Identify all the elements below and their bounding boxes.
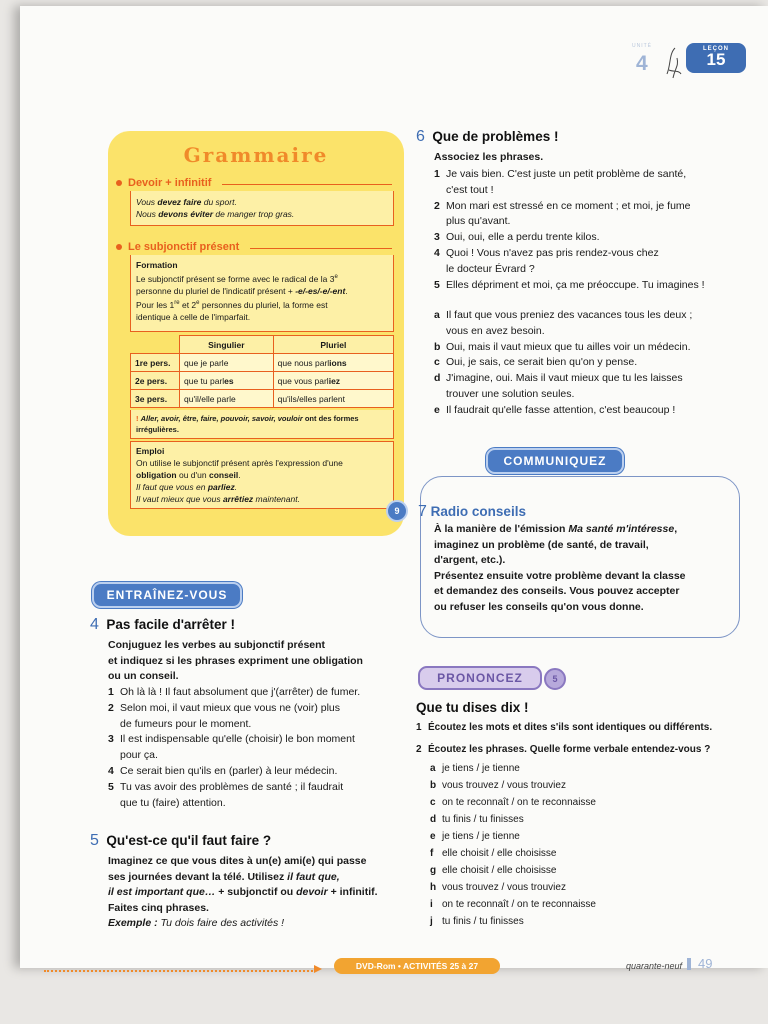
list-item: g elle choisit / elle choisisse [430, 865, 557, 876]
list-item: e Il faudrait qu'elle fasse attention, c'est beaucoup ! [434, 403, 676, 416]
emploi-title: Emploi [136, 446, 165, 456]
list-item: d J'imagine, oui. Mais il vaut mieux que tu les laisses trouver une solution seules. [434, 372, 683, 400]
formation-line-2: personne du pluriel de l'indicatif présent + -e/-es/-e/-ent. [136, 285, 348, 296]
communiquez-label: COMMUNIQUEZ [486, 448, 624, 474]
grammar-box [108, 131, 404, 536]
lecon-number: 15 [706, 50, 726, 69]
list-item: 2 Mon mari est stressé en ce moment ; et moi, je fume plus qu'avant. [434, 199, 691, 228]
lecon-tab [686, 43, 746, 73]
page-number-word: quarante-neuf [626, 961, 683, 971]
list-item: i on te reconnaît / on te reconnaisse [430, 899, 596, 910]
header-pluriel: Pluriel [273, 336, 393, 354]
list-item: b vous trouvez / vous trouviez [430, 780, 566, 791]
exercise-5-title: 5 Qu'est-ce qu'il faut faire ? [90, 832, 272, 849]
prononcez-list [430, 760, 730, 930]
lecon-label: LEÇON [703, 46, 729, 52]
cd-track-9-icon: 9 [386, 500, 408, 522]
devoir-examples [130, 191, 394, 226]
list-item: 4 Quoi ! Vous n'avez pas pris rendez-vous chez le docteur Évrard ? [434, 246, 659, 275]
page-number: 49 [698, 956, 713, 971]
exercise-6-title: 6 Que de problèmes ! [416, 128, 559, 145]
handwriting-scribble-icon [663, 44, 685, 82]
divider [222, 184, 392, 185]
exercise-6-list [434, 167, 734, 293]
cd-track-5-icon: 5 [544, 668, 566, 690]
prononcez-label: PRONONCEZ [418, 666, 542, 690]
subjonctif-heading: Le subjonctif présent [116, 241, 239, 253]
emploi-box [130, 441, 394, 509]
list-item: a je tiens / je tienne [430, 763, 520, 774]
list-item: 5 Tu vas avoir des problèmes de santé ; il faudrait que tu (faire) attention. [108, 780, 344, 809]
formation-box [130, 255, 394, 332]
textbook-page [20, 6, 768, 971]
exercise-6-answers [434, 308, 734, 419]
exercise-4-instruction: Conjuguez les verbes au subjonctif présent et indiquez si les phrases expriment une obligation ou un conseil. [108, 639, 363, 683]
arrow-right-icon [314, 965, 322, 973]
bullet-icon [116, 180, 122, 186]
warning-icon: ! [136, 414, 139, 423]
prononcez-title: Que tu dises dix ! [416, 700, 529, 715]
list-item: a Il faut que vous preniez des vacances tous les deux ; vous en avez besoin. [434, 309, 693, 337]
unite-number: 4 [636, 52, 648, 75]
emploi-example-1: Il faut que vous en parliez. [136, 482, 238, 492]
list-item: j tu finis / tu finisses [430, 916, 524, 927]
exercise-4-title: 4 Pas facile d'arrêter ! [90, 616, 235, 633]
list-item: b Oui, mais il vaut mieux que tu ailles voir un médecin. [434, 340, 691, 353]
grammar-title: Grammaire [183, 143, 329, 167]
list-item: d tu finis / tu finisses [430, 814, 524, 825]
exercise-4-list [108, 685, 408, 811]
exercise-7-title: 7 Radio conseils [418, 503, 526, 520]
entrainez-vous-label: ENTRAÎNEZ-VOUS [92, 582, 242, 608]
list-item: 3 Oui, oui, elle a perdu trente kilos. [434, 231, 600, 244]
irregular-note: ! Aller, avoir, être, faire, pouvoir, savoir, vouloir ont des formes irrégulières. [130, 410, 394, 439]
list-item: 5 Elles dépriment et moi, ça me préoccupe. Tu imagines ! [434, 278, 705, 291]
devoir-heading: Devoir + infinitif [116, 177, 211, 189]
list-item: 3 Il est indispensable qu'elle (choisir) le bon moment pour ça. [108, 733, 355, 762]
list-item: c on te reconnaît / on te reconnaisse [430, 797, 596, 808]
list-item: c Oui, je sais, ce serait bien qu'on y pense. [434, 356, 638, 369]
list-item: f elle choisit / elle choisisse [430, 848, 557, 859]
list-item: 1 Oh là là ! Il faut absolument que j'(arrêter) de fumer. [108, 686, 361, 698]
footer-dotted-line [44, 970, 316, 972]
bullet-icon [116, 244, 122, 250]
list-item: 2 Selon moi, il vaut mieux que vous ne (voir) plus de fumeurs pour le moment. [108, 701, 341, 730]
list-item: 4 Ce serait bien qu'ils en (parler) à leur médecin. [108, 764, 338, 777]
emploi-line-1: On utilise le subjonctif présent après l'expression d'une [136, 458, 343, 468]
formation-title: Formation [136, 260, 178, 270]
page-marker [687, 958, 691, 970]
list-item: 1 Je vais bien. C'est juste un petit problème de santé, c'est tout ! [434, 168, 687, 196]
formation-line-4: identique à celle de l'imparfait. [136, 311, 251, 322]
devoir-example-1: Vous devez faire du sport. [136, 197, 237, 207]
dvd-rom-reference: DVD-Rom • ACTIVITÉS 25 à 27 [334, 958, 500, 974]
list-item: e je tiens / je tienne [430, 831, 520, 842]
exercise-6-instruction: Associez les phrases. [434, 151, 544, 163]
table-row: 1re pers. que je parle que nous parlions [131, 354, 394, 372]
formation-line-3: Pour les 1re et 2e personnes du pluriel, la forme est [136, 299, 328, 310]
table-row: 3e pers. qu'il/elle parle qu'ils/elles parlent [131, 390, 394, 408]
formation-line-1: Le subjonctif présent se forme avec le radical de la 3e [136, 273, 338, 284]
table-row: 2e pers. que tu parles que vous parliez [131, 372, 394, 390]
list-item: h vous trouvez / vous trouviez [430, 882, 566, 893]
divider [250, 248, 392, 249]
exercise-5-instruction: Imaginez ce que vous dites à un(e) ami(e) qui passe ses journées devant la télé. Utilisez il faut que, il est important que… + subjonctif ou devoir + infinitif. Faites cinq phrases. Exemple : Tu dois faire des activités ! [108, 855, 378, 930]
prononcez-q2: 2 Écoutez les phrases. Quelle forme verbale entendez-vous ? [416, 744, 711, 755]
unite-label: UNITÉ [632, 43, 652, 49]
emploi-example-2: Il vaut mieux que vous arrêtiez maintenant. [136, 494, 300, 504]
header-singulier: Singulier [180, 336, 274, 354]
emploi-line-2: obligation ou d'un conseil. [136, 470, 241, 480]
exercise-7-instruction: À la manière de l'émission Ma santé m'intéresse, imaginez un problème (de santé, de travail, d'argent, etc.). Présentez ensuite votre problème devant la classe et demandez des conseils. Vous pouvez accepter ou refuser les conseils qu'on vous donne. [434, 523, 686, 613]
conjugation-table [130, 335, 394, 408]
prononcez-q1: 1 Écoutez les mots et dites s'ils sont identiques ou différents. [416, 722, 713, 733]
devoir-example-2: Nous devons éviter de manger trop gras. [136, 209, 295, 219]
